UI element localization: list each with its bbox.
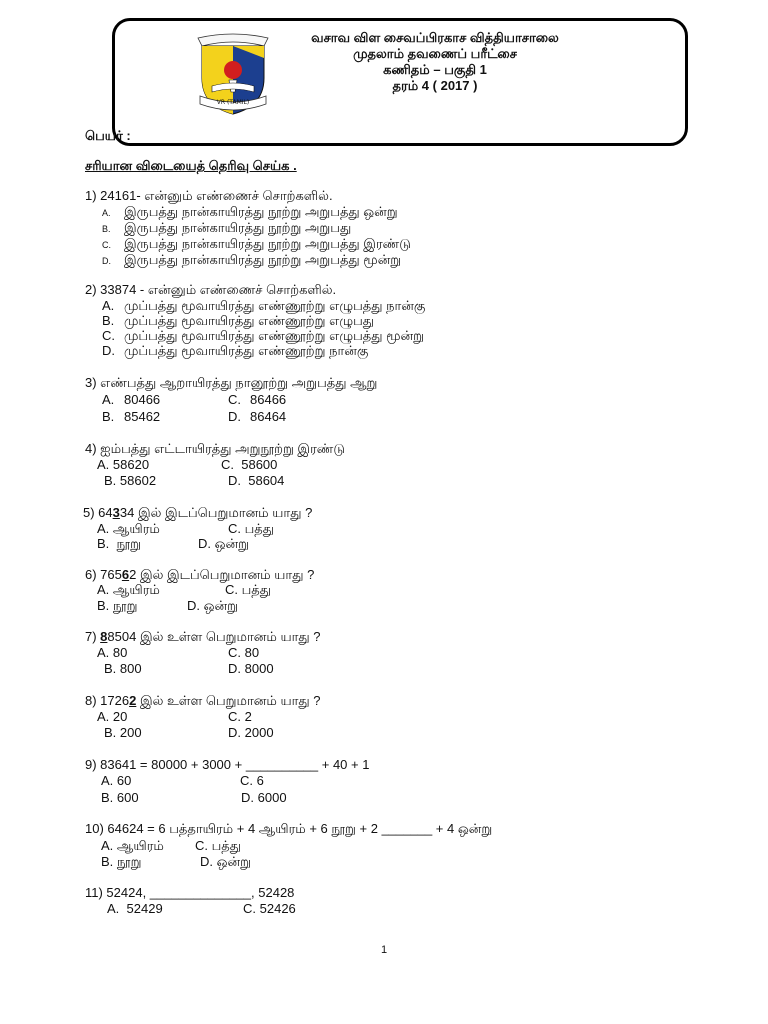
option-text: 52429 (126, 901, 163, 916)
option-text: 58604 (248, 473, 285, 488)
option-text: 600 (116, 790, 139, 805)
option-6d (187, 598, 238, 614)
option-text: இருபத்து நான்காயிரத்து நூற்று அறுபது (124, 220, 352, 235)
option-10c (195, 838, 241, 854)
question-text-start: 7) (85, 629, 101, 644)
option-label: C. (228, 709, 241, 724)
exam-subject: கணிதம் – பகுதி 1 (383, 62, 487, 77)
option-label: D. (200, 854, 213, 869)
question-10: 10) 64624 = 6 பத்தாயிரம் + 4 ஆயிரம் + 6 நூறு + 2 _______ + 4 ஒன்று (85, 821, 493, 836)
option-8b (104, 725, 142, 741)
option-text: 200 (119, 725, 142, 740)
underlined-digit: 3 (112, 505, 120, 520)
option-label: A. (102, 298, 115, 313)
option-label: D. (102, 256, 111, 266)
option-7d (228, 661, 274, 677)
option-label: A. (97, 457, 110, 472)
option-2b (102, 313, 374, 329)
option-text: ஒன்று (216, 854, 251, 869)
option-label: A. (107, 901, 120, 916)
school-name: வசாவ விள சைவப்பிரகாச வித்தியாசாலை (311, 30, 559, 45)
option-label: D. (198, 536, 211, 551)
option-8d (228, 725, 274, 741)
option-7a (97, 645, 127, 661)
option-label: A. (97, 582, 110, 597)
option-label: B. (101, 790, 114, 805)
option-10b (101, 854, 141, 870)
option-3d (228, 409, 286, 425)
option-label: C. (240, 773, 253, 788)
option-label: B. (102, 313, 115, 328)
option-text: இருபத்து நான்காயிரத்து நூற்று அறுபத்து இரண்டு (124, 236, 411, 251)
option-text: 800 (119, 661, 142, 676)
option-2c (102, 328, 424, 344)
option-label: C. (228, 392, 241, 407)
option-text: முப்பத்து மூவாயிரத்து எண்ணூற்று எழுபத்து மூன்று (124, 328, 425, 343)
option-label: C. (102, 328, 115, 343)
option-10a (101, 838, 164, 854)
name-label: பெயர் : (85, 128, 131, 143)
option-9c (240, 773, 264, 789)
question-text-end: இல் உள்ள பெறுமானம் யாது ? (136, 693, 321, 708)
option-text: 80466 (124, 392, 161, 407)
option-label: A. (101, 773, 114, 788)
option-6c (225, 582, 271, 598)
option-1d (102, 252, 401, 269)
option-text: முப்பத்து மூவாயிரத்து எண்ணூற்று எழுபத்து நான்கு (124, 298, 426, 313)
option-label: D. (228, 409, 241, 424)
instruction-text: சரியான விடையைத் தெரிவு செய்க . (85, 158, 297, 173)
name-answer-line (138, 132, 370, 145)
option-text: இருபத்து நான்காயிரத்து நூற்று அறுபத்து மூன்று (124, 252, 402, 267)
option-label: C. (195, 838, 208, 853)
question-7 (85, 629, 321, 645)
option-8a (97, 709, 127, 725)
option-1a (102, 204, 398, 221)
option-2d (102, 343, 368, 359)
option-label: A. (101, 838, 114, 853)
question-9: 9) 83641 = 80000 + 3000 + __________ + 40 + 1 (85, 757, 370, 772)
question-text-start: 5) 64 (83, 505, 113, 520)
option-9d (241, 790, 287, 806)
page-number: 1 (380, 944, 388, 956)
option-label: C. (228, 645, 241, 660)
option-3b (102, 409, 160, 425)
option-text: 58602 (119, 473, 157, 488)
option-3c (228, 392, 286, 408)
option-label: D. (228, 725, 241, 740)
question-text-start: 8) 1726 (85, 693, 130, 708)
option-text: 80 (244, 645, 260, 660)
option-label: C. (225, 582, 238, 597)
option-4d (228, 473, 284, 489)
option-5a (97, 521, 160, 537)
option-label: B. (101, 854, 114, 869)
option-text: 8000 (244, 661, 274, 676)
option-label: D. (241, 790, 254, 805)
option-label: C. (221, 457, 234, 472)
option-1c (102, 236, 411, 253)
option-7c (228, 645, 259, 661)
option-label: A. (102, 392, 115, 407)
option-9a (101, 773, 131, 789)
option-label: B. (104, 473, 117, 488)
option-text: 20 (112, 709, 128, 724)
option-7b (104, 661, 142, 677)
option-8c (228, 709, 252, 725)
question-3: 3) எண்பத்து ஆறாயிரத்து நானூற்று அறுபத்து ஆறு (85, 375, 378, 390)
option-text: 2 (244, 709, 252, 724)
underlined-digit: 8 (100, 629, 108, 644)
option-label: A. (97, 645, 110, 660)
option-text: 2000 (244, 725, 274, 740)
option-label: C. (228, 521, 241, 536)
question-4: 4) ஐம்பத்து எட்டாயிரத்து அறுநூற்று இரண்டு (85, 441, 345, 456)
question-11: 11) 52424, ______________, 52428 (85, 885, 295, 900)
question-6 (85, 567, 314, 583)
option-label: C. (243, 901, 256, 916)
option-text: 86466 (250, 392, 287, 407)
option-text: பத்து (211, 838, 242, 853)
option-label: B. (104, 725, 117, 740)
option-label: A. (97, 521, 110, 536)
option-text: 80 (112, 645, 128, 660)
option-11c (243, 901, 296, 917)
option-label: A. (102, 208, 111, 218)
option-text: 6 (256, 773, 264, 788)
underlined-digit: 2 (129, 693, 137, 708)
option-label: B. (102, 224, 111, 234)
option-label: D. (228, 661, 241, 676)
option-11a (107, 901, 163, 917)
question-text-end: 2 இல் இடப்பெறுமானம் யாது ? (129, 567, 315, 582)
name-row (85, 128, 370, 145)
option-label: A. (97, 709, 110, 724)
option-text: முப்பத்து மூவாயிரத்து எண்ணூற்று எழுபது (124, 313, 375, 328)
option-2a (102, 298, 425, 314)
option-text: 52426 (259, 901, 296, 916)
option-text: நூறு (116, 854, 142, 869)
option-6b (97, 598, 137, 614)
option-text: இருபத்து நான்காயிரத்து நூற்று அறுபத்து ஒன்று (124, 204, 398, 219)
option-text: பத்து (244, 521, 275, 536)
option-5c (228, 521, 274, 537)
option-4a (97, 457, 149, 473)
option-text: ஆயிரம் (112, 582, 160, 597)
exam-term: முதலாம் தவணைப் பரீட்சை (353, 46, 517, 61)
option-6a (97, 582, 160, 598)
question-text-end: 34 இல் இடப்பெறுமானம் யாது ? (119, 505, 313, 520)
option-text: 60 (116, 773, 132, 788)
option-10d (200, 854, 251, 870)
option-label: B. (102, 409, 115, 424)
option-text: 58600 (241, 457, 278, 472)
exam-header (270, 30, 600, 94)
option-text: ஒன்று (214, 536, 249, 551)
option-text: முப்பத்து மூவாயிரத்து எண்ணூற்று நான்கு (124, 343, 369, 358)
exam-grade-year: தரம் 4 ( 2017 ) (392, 78, 478, 93)
option-text: 86464 (250, 409, 287, 424)
option-label: C. (102, 240, 111, 250)
school-crest-icon (192, 28, 274, 120)
option-4c (221, 457, 277, 473)
option-label: B. (97, 598, 110, 613)
option-label: D. (187, 598, 200, 613)
option-text: ஆயிரம் (116, 838, 164, 853)
question-text-start: 6) 765 (85, 567, 122, 582)
option-5b (97, 536, 141, 552)
option-label: B. (104, 661, 117, 676)
question-8 (85, 693, 321, 709)
option-9b (101, 790, 139, 806)
crest-ribbon-text: VR (TAMIL) (216, 99, 250, 106)
option-label: D. (228, 473, 241, 488)
option-text: ஒன்று (203, 598, 238, 613)
option-text: 85462 (124, 409, 161, 424)
option-label: B. (97, 536, 110, 551)
option-text: நூறு (112, 598, 138, 613)
option-4b (104, 473, 156, 489)
question-5 (83, 505, 312, 521)
option-label: D. (102, 343, 115, 358)
option-3a (102, 392, 160, 408)
option-1b (102, 220, 351, 237)
option-text: 58620 (112, 457, 150, 472)
option-text: 6000 (257, 790, 287, 805)
option-text: நூறு (116, 536, 142, 551)
underlined-digit: 6 (121, 567, 130, 582)
question-2: 2) 33874 - என்னும் எண்ணைச் சொற்களில். (85, 282, 337, 297)
option-text: பத்து (241, 582, 272, 597)
option-5d (198, 536, 249, 552)
option-text: ஆயிரம் (112, 521, 160, 536)
question-text-end: 8504 இல் உள்ள பெறுமானம் யாது ? (107, 629, 321, 644)
question-1: 1) 24161- என்னும் எண்ணைச் சொற்களில். (85, 188, 333, 203)
